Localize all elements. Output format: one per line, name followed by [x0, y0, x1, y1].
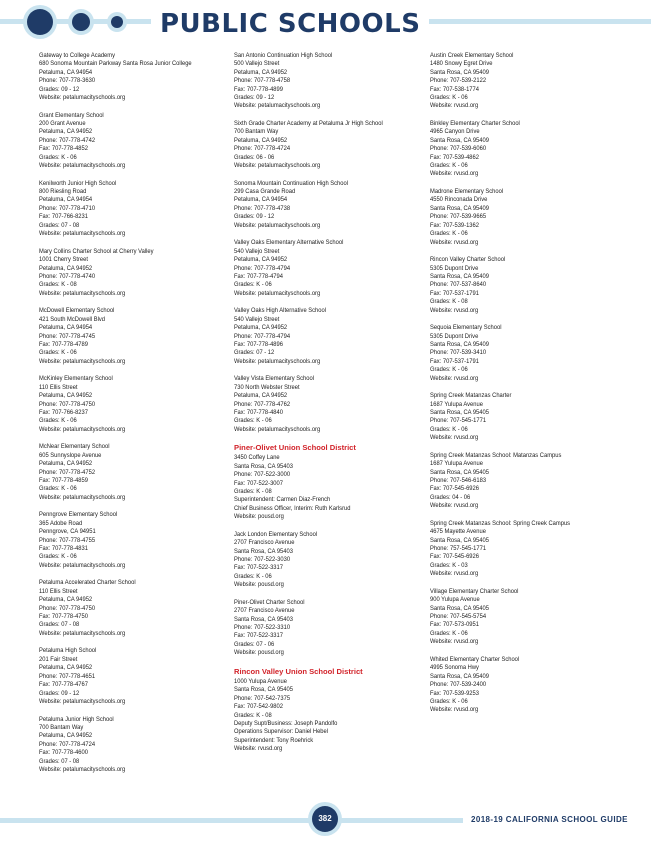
school-name: Sonoma Mountain Continuation High School [234, 179, 349, 187]
entry-line: Fax: 707-537-1791 [430, 289, 479, 297]
entry-line: Fax: 707-778-4859 [39, 477, 88, 484]
entry-line: Grades: K - 08 [430, 298, 468, 306]
entry-line: Grades: 09 - 12 [39, 689, 80, 697]
entry-line: Fax: 707-778-4840 [234, 408, 283, 416]
district-heading: Piner-Olivet Union School District [234, 443, 356, 453]
entry-line: 1480 Snowy Egret Drive [430, 60, 493, 68]
school-entry [430, 324, 620, 383]
entry-line: 500 Vallejo Street [234, 60, 280, 68]
entry-line: Santa Rosa, CA 95405 [430, 604, 489, 612]
entry-line: Website: pousd.org [234, 513, 284, 521]
school-name: Austin Creek Elementary School [430, 52, 514, 59]
entry-line: Phone: 757-545-1771 [430, 545, 487, 553]
entry-line: Website: rvusd.org [430, 170, 479, 178]
header-dot-medium [72, 13, 90, 31]
school-name: Madrone Elementary School [430, 188, 504, 196]
entry-line: Website: petalumacityschools.org [39, 289, 126, 297]
entry-line: Petaluma, CA 94952 [39, 460, 93, 468]
school-name: Spring Creek Matanzas School: Matanzas Campus [430, 451, 562, 459]
entry-line: Phone: 707-778-4794 [234, 332, 291, 340]
school-name: San Antonio Continuation High School [234, 52, 333, 59]
school-entry [430, 120, 620, 179]
entry-line: Website: rvusd.org [430, 374, 479, 382]
entry-line: Fax: 707-522-3317 [234, 564, 283, 572]
entry-line: Fax: 707-539-9253 [430, 689, 479, 697]
entry-line: Phone: 707-778-4750 [39, 400, 96, 408]
entry-line: Fax: 707-542-9802 [234, 703, 283, 711]
entry-line: Phone: 707-522-3000 [234, 471, 291, 479]
entry-line: Operations Supervisor: Daniel Hebel [234, 728, 329, 736]
entry-line: 605 Sunnyslope Avenue [39, 451, 102, 459]
school-entry [430, 452, 620, 511]
entry-line: Phone: 707-778-4758 [234, 77, 291, 85]
entry-line: Fax: 707-778-4750 [39, 613, 88, 621]
entry-line: 4995 Sonoma Hwy [430, 664, 479, 672]
entry-line: Grades: K - 06 [39, 349, 77, 357]
entry-line: Fax: 707-573-0951 [430, 621, 479, 629]
entry-line: Chief Business Officer, Interim: Ruth Karlsrud [234, 504, 351, 512]
entry-line: Grades: 07 - 12 [234, 349, 275, 357]
header-dot-large [27, 9, 53, 35]
entry-line: Fax: 707-538-1774 [430, 85, 479, 93]
page-number: 382 [312, 806, 338, 832]
school-name: Spring Creek Matanzas Charter [430, 392, 512, 400]
entry-line: Phone: 707-778-4738 [234, 204, 291, 212]
entry-line: Santa Rosa, CA 95405 [234, 686, 293, 694]
school-entry [39, 307, 229, 366]
entry-line: Grades: K - 06 [39, 417, 77, 425]
entry-line: Santa Rosa, CA 95403 [234, 615, 293, 623]
entry-line: Santa Rosa, CA 95409 [430, 272, 489, 280]
entry-line: Grades: K - 06 [430, 162, 468, 170]
entry-line: Fax: 707-766-8237 [39, 408, 88, 416]
entry-line: Grades: 07 - 08 [39, 621, 80, 629]
entry-line: Website: petalumacityschools.org [39, 94, 126, 102]
entry-line: Petaluma, CA 94952 [234, 392, 288, 400]
school-entry [234, 307, 424, 366]
entry-line: Grades: K - 06 [430, 425, 468, 433]
school-name: Rincon Valley Charter School [430, 256, 506, 264]
entry-line: Petaluma, CA 94954 [39, 324, 93, 332]
school-entry [430, 392, 620, 442]
entry-line: 2707 Francisco Avenue [234, 539, 295, 547]
entry-line: Phone: 707-778-4710 [39, 204, 96, 212]
school-name: McDowell Elementary School [39, 307, 115, 315]
entry-line: Phone: 707-778-4794 [234, 264, 291, 272]
school-entry [234, 52, 424, 111]
entry-line: Grades: K - 08 [234, 488, 272, 495]
entry-line: Phone: 707-778-4752 [39, 468, 96, 476]
entry-line: Phone: 707-542-7375 [234, 694, 291, 702]
entry-line: Website: pousd.org [234, 649, 284, 657]
district-heading: Rincon Valley Union School District [234, 666, 363, 676]
school-entry [430, 656, 620, 715]
entry-line: Grades: K - 06 [430, 230, 468, 238]
entry-line: Website: rvusd.org [430, 638, 479, 646]
entry-line: Phone: 707-778-3630 [39, 77, 96, 85]
school-name: Petaluma Junior High School [39, 715, 114, 723]
entry-line: 3450 Coffey Lane [234, 454, 280, 462]
entry-line: 421 South McDowell Blvd [39, 315, 106, 323]
school-name: Kenilworth Junior High School [39, 179, 117, 187]
entry-line: Phone: 707-522-3030 [234, 556, 291, 564]
entry-line: Petaluma, CA 94952 [39, 392, 93, 400]
entry-line: Deputy Supt/Business: Joseph Pandolfo [234, 719, 338, 727]
entry-line: Website: petalumacityschools.org [234, 102, 321, 110]
entry-line: Phone: 707-778-4755 [39, 536, 96, 544]
page-title-wrap [151, 7, 429, 41]
entry-line: Santa Rosa, CA 95403 [234, 462, 293, 470]
entry-line: Grades: K - 06 [234, 281, 272, 289]
entry-line: Fax: 707-537-1791 [430, 357, 479, 365]
entry-line: 2707 Francisco Avenue [234, 607, 295, 615]
entry-line: Website: petalumacityschools.org [39, 765, 126, 773]
entry-line: Petaluma, CA 94952 [39, 264, 93, 272]
entry-line: Grades: K - 06 [430, 697, 468, 705]
entry-line: 680 Sonoma Mountain Parkway Santa Rosa Junior College [39, 60, 192, 68]
school-name: Jack London Elementary School [234, 530, 318, 538]
entry-line: 201 Fair Street [39, 655, 78, 663]
school-entry [234, 239, 424, 298]
entry-line: 5305 Dupont Drive [430, 264, 479, 272]
entry-line: 700 Bantam Way [234, 128, 279, 136]
entry-line: Website: rvusd.org [430, 102, 479, 110]
entry-line: 730 North Webster Street [234, 383, 300, 391]
entry-line: Grades: 04 - 06 [430, 493, 471, 501]
school-name: Grant Elementary School [39, 111, 104, 119]
entry-line: Fax: 707-766-8231 [39, 213, 88, 221]
school-name: Gateway to College Academy [39, 52, 116, 59]
school-name: Village Elementary Charter School [430, 587, 519, 595]
school-name: Spring Creek Matanzas School: Spring Creek Campus [430, 519, 571, 527]
entry-line: Santa Rosa, CA 95409 [430, 340, 489, 348]
entry-line: Grades: 07 - 08 [39, 221, 80, 229]
school-entry [234, 531, 424, 590]
entry-line: Grades: 07 - 06 [234, 640, 275, 648]
school-name: Sequoia Elementary School [430, 324, 502, 332]
school-name: Sixth Grade Charter Academy at Petaluma Jr High School [234, 120, 383, 128]
entry-line: Phone: 707-778-4750 [39, 604, 96, 612]
school-entry [39, 716, 229, 775]
entry-line: 1001 Cherry Street [39, 256, 88, 264]
entry-line: Petaluma, CA 94952 [39, 664, 93, 672]
entry-line: Website: petalumacityschools.org [39, 425, 126, 433]
entry-line: Grades: 09 - 12 [39, 85, 80, 93]
entry-line: Website: petalumacityschools.org [39, 493, 126, 501]
entry-line: Fax: 707-778-4831 [39, 545, 88, 553]
entry-line: Grades: K - 06 [39, 485, 77, 493]
entry-line: Fax: 707-522-3007 [234, 479, 283, 487]
entry-line: 4675 Mayette Avenue [430, 528, 486, 536]
entry-line: Penngrove, CA 94951 [39, 528, 96, 536]
entry-line: Phone: 707-539-2400 [430, 681, 487, 689]
entry-line: Website: petalumacityschools.org [39, 162, 126, 170]
school-entry [234, 180, 424, 230]
entry-line: Fax: 707-545-6926 [430, 485, 479, 493]
entry-line: Phone: 707-778-4762 [234, 400, 291, 408]
entry-line: Grades: 07 - 08 [39, 757, 80, 765]
school-name: Mary Collins Charter School at Cherry Valley [39, 247, 154, 255]
entry-line: Phone: 707-539-3410 [430, 349, 487, 357]
entry-line: Phone: 707-539-6060 [430, 145, 487, 153]
entry-line: Phone: 707-539-9665 [430, 213, 487, 221]
entry-line: 5305 Dupont Drive [430, 332, 479, 340]
entry-line: Phone: 707-537-8640 [430, 281, 487, 289]
entry-line: Fax: 707-522-3317 [234, 632, 283, 640]
school-entry [39, 579, 229, 638]
entry-line: 299 Casa Grande Road [234, 188, 296, 196]
entry-line: 4550 Rinconada Drive [430, 196, 488, 204]
page-title: PUBLIC SCHOOLS [160, 9, 421, 39]
entry-line: Grades: K - 08 [39, 281, 77, 289]
header-dot-small [111, 16, 123, 28]
entry-line: Grades: K - 06 [430, 629, 468, 637]
school-entry [430, 256, 620, 315]
footer-guide-wrap [463, 813, 651, 827]
entry-line: Grades: K - 06 [430, 366, 468, 374]
entry-line: Phone: 707-778-4740 [39, 272, 96, 280]
entry-line: 800 Riesling Road [39, 188, 87, 196]
entry-line: Petaluma, CA 94952 [234, 68, 288, 76]
entry-line: Phone: 707-778-4724 [234, 145, 291, 153]
entry-line: 540 Vallejo Street [234, 315, 280, 323]
entry-line: Grades: K - 06 [39, 153, 77, 161]
entry-line: Fax: 707-778-4600 [39, 749, 88, 757]
entry-line: Website: petalumacityschools.org [39, 357, 126, 365]
entry-line: Website: petalumacityschools.org [39, 230, 126, 238]
entry-line: Website: rvusd.org [430, 238, 479, 246]
school-entry [39, 180, 229, 239]
entry-line: Santa Rosa, CA 95409 [430, 672, 489, 680]
guide-title: 2018-19 CALIFORNIA SCHOOL GUIDE [471, 815, 628, 824]
entry-line: Website: rvusd.org [430, 434, 479, 442]
listing-column-2 [234, 52, 424, 763]
school-entry [39, 52, 229, 102]
entry-line: Fax: 707-778-4852 [39, 145, 88, 153]
entry-line: Website: rvusd.org [430, 306, 479, 314]
entry-line: Fax: 707-778-4896 [234, 340, 283, 348]
school-name: McNear Elementary School [39, 443, 110, 451]
entry-line: Website: petalumacityschools.org [39, 561, 126, 569]
entry-line: Petaluma, CA 94954 [234, 196, 288, 204]
school-entry [430, 52, 620, 111]
entry-line: Fax: 707-778-4789 [39, 340, 88, 348]
entry-line: Phone: 707-778-4724 [39, 740, 96, 748]
school-entry [39, 647, 229, 706]
school-entry [430, 520, 620, 579]
school-entry [234, 375, 424, 434]
entry-line: Petaluma, CA 94954 [39, 68, 93, 76]
entry-line: Santa Rosa, CA 95405 [430, 468, 489, 476]
entry-line: 200 Grant Avenue [39, 120, 86, 128]
entry-line: Phone: 707-545-5754 [430, 613, 487, 621]
entry-line: Website: pousd.org [234, 581, 284, 589]
entry-line: Petaluma, CA 94952 [39, 128, 93, 136]
school-name: Valley Oaks High Alternative School [234, 307, 326, 315]
entry-line: Grades: K - 03 [430, 561, 468, 569]
district-entry [234, 443, 424, 521]
entry-line: Website: petalumacityschools.org [39, 629, 126, 637]
entry-line: Fax: 707-545-6926 [430, 553, 479, 561]
entry-line: Grades: 06 - 06 [234, 153, 275, 161]
entry-line: Website: rvusd.org [430, 502, 479, 510]
entry-line: Website: rvusd.org [234, 745, 283, 753]
school-name: Petaluma Accelerated Charter School [39, 579, 136, 587]
school-name: Valley Vista Elementary School [234, 375, 314, 383]
school-entry [39, 375, 229, 434]
entry-line: 1687 Yulupa Avenue [430, 400, 483, 408]
entry-line: Superintendent: Carmen Diaz-French [234, 496, 331, 504]
entry-line: Petaluma, CA 94952 [39, 596, 93, 604]
entry-line: Fax: 707-778-4899 [234, 85, 283, 93]
entry-line: Phone: 707-545-1771 [430, 417, 487, 425]
entry-line: Petaluma, CA 94954 [39, 196, 93, 204]
entry-line: Website: petalumacityschools.org [234, 289, 321, 297]
entry-line: Website: petalumacityschools.org [39, 697, 126, 705]
entry-line: 700 Bantam Way [39, 723, 84, 731]
entry-line: Phone: 707-778-4742 [39, 136, 96, 144]
entry-line: Phone: 707-522-3310 [234, 624, 291, 632]
school-name: Valley Oaks Elementary Alternative School [234, 239, 344, 247]
entry-line: 365 Adobe Road [39, 519, 83, 527]
entry-line: Grades: K - 06 [234, 417, 272, 425]
school-entry [430, 188, 620, 247]
school-name: Penngrove Elementary School [39, 511, 118, 519]
district-entry [234, 667, 424, 754]
school-entry [39, 511, 229, 570]
entry-line: Phone: 707-778-4745 [39, 332, 96, 340]
entry-line: Website: rvusd.org [430, 706, 479, 714]
school-entry [39, 112, 229, 171]
entry-line: 1000 Yulupa Avenue [234, 677, 287, 685]
entry-line: Petaluma, CA 94952 [234, 324, 288, 332]
entry-line: Grades: K - 08 [234, 711, 272, 719]
entry-line: Santa Rosa, CA 95409 [430, 136, 489, 144]
entry-line: Santa Rosa, CA 95405 [430, 536, 489, 544]
entry-line: Grades: K - 06 [39, 553, 77, 561]
entry-line: 540 Vallejo Street [234, 247, 280, 255]
school-entry [39, 248, 229, 298]
entry-line: Fax: 707-539-1362 [430, 221, 479, 229]
entry-line: Phone: 707-546-6183 [430, 477, 487, 484]
school-entry [234, 120, 424, 170]
entry-line: Petaluma, CA 94952 [234, 136, 288, 144]
entry-line: 900 Yulupa Avenue [430, 596, 480, 604]
school-name: Petaluma High School [39, 647, 97, 655]
entry-line: Fax: 707-778-4767 [39, 681, 88, 689]
entry-line: Website: rvusd.org [430, 570, 479, 578]
entry-line: Petaluma, CA 94952 [234, 256, 288, 264]
entry-line: Grades: K - 06 [430, 94, 468, 102]
entry-line: Petaluma, CA 94952 [39, 732, 93, 740]
entry-line: Website: petalumacityschools.org [234, 162, 321, 170]
entry-line: Phone: 707-778-4651 [39, 672, 96, 680]
entry-line: 4965 Canyon Drive [430, 128, 480, 136]
entry-line: Grades: 09 - 12 [234, 213, 275, 221]
school-name: Piner-Olivet Charter School [234, 598, 305, 606]
entry-line: Website: petalumacityschools.org [234, 221, 321, 229]
entry-line: Phone: 707-539-2122 [430, 77, 487, 85]
entry-line: Santa Rosa, CA 95409 [430, 204, 489, 212]
entry-line: Santa Rosa, CA 95405 [430, 408, 489, 416]
entry-line: Santa Rosa, CA 95403 [234, 547, 293, 555]
school-name: McKinley Elementary School [39, 375, 113, 383]
school-entry [39, 443, 229, 502]
listing-column-3 [430, 52, 620, 724]
entry-line: Fax: 707-539-4862 [430, 153, 479, 161]
entry-line: Superintendent: Tony Roehrick [234, 736, 314, 744]
school-name: Binkley Elementary Charter School [430, 120, 520, 128]
entry-line: Grades: K - 06 [234, 572, 272, 580]
school-entry [234, 599, 424, 658]
entry-line: Grades: 09 - 12 [234, 94, 275, 102]
entry-line: Website: petalumacityschools.org [234, 425, 321, 433]
entry-line: 110 Ellis Street [39, 587, 78, 595]
entry-line: Fax: 707-778-4794 [234, 272, 283, 280]
entry-line: 110 Ellis Street [39, 383, 78, 391]
school-entry [430, 588, 620, 647]
entry-line: 1687 Yulupa Avenue [430, 460, 483, 468]
school-name: Whited Elementary Charter School [430, 655, 520, 663]
entry-line: Website: petalumacityschools.org [234, 357, 321, 365]
listing-column-1 [39, 52, 229, 784]
entry-line: Santa Rosa, CA 95409 [430, 68, 489, 76]
